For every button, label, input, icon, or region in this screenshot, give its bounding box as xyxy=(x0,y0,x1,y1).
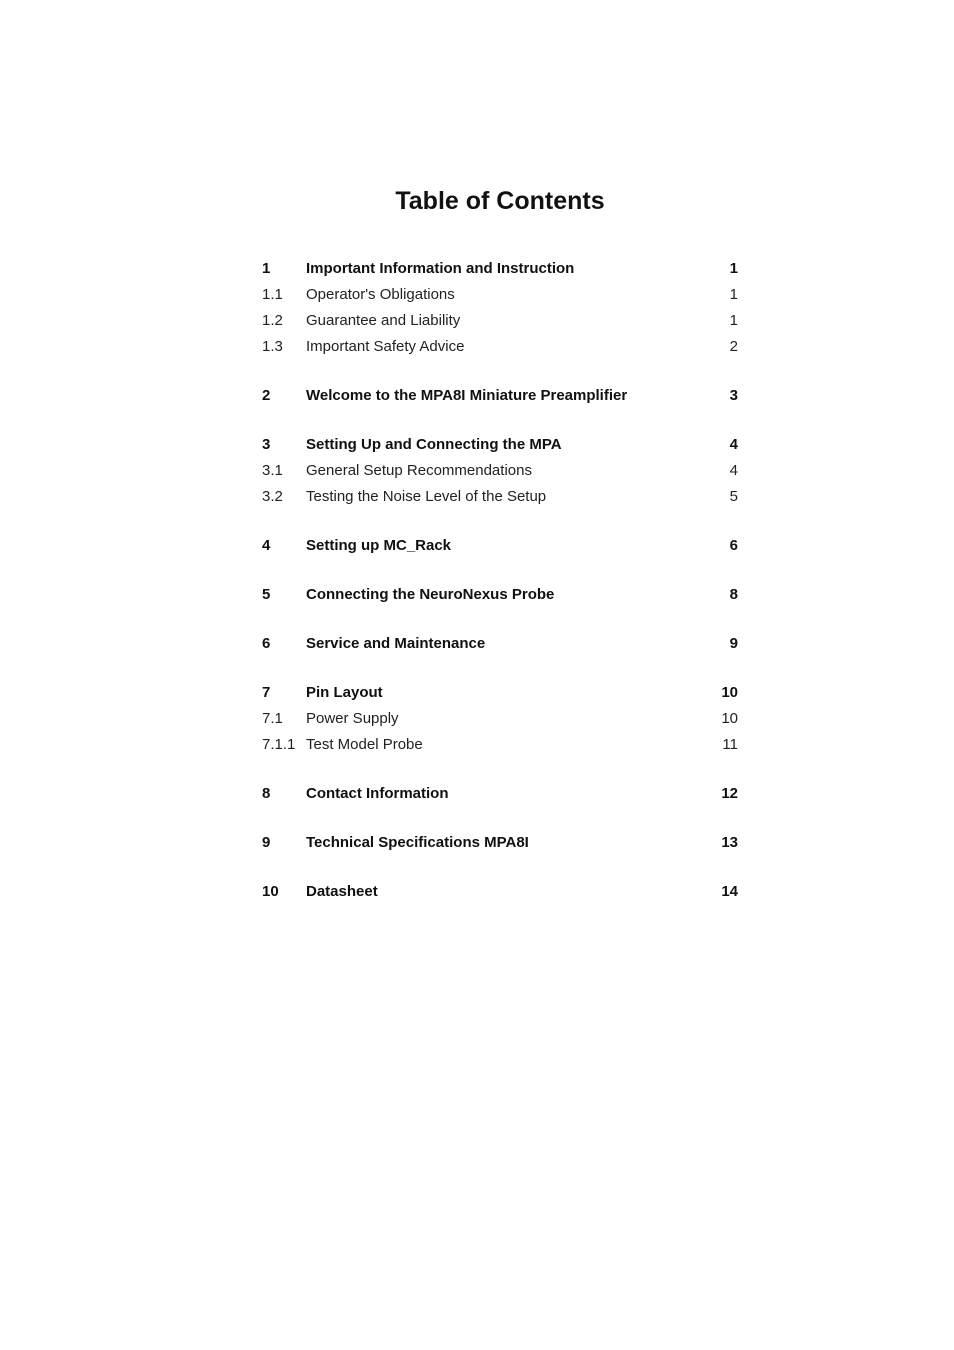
toc-chapter-entry[interactable] xyxy=(262,679,738,705)
toc-subsection-entry[interactable] xyxy=(262,731,738,757)
toc-entry-number: 1.2 xyxy=(262,311,283,329)
section-spacer xyxy=(262,558,738,581)
toc-entry-number: 5 xyxy=(262,585,271,603)
section-spacer xyxy=(262,607,738,630)
toc-entry-page-number: 6 xyxy=(729,536,738,554)
toc-chapter-entry[interactable] xyxy=(262,829,738,855)
toc-entry-title: Test Model Probe xyxy=(306,735,423,753)
section-spacer xyxy=(262,509,738,532)
toc-entry-title: Datasheet xyxy=(306,882,378,900)
toc-entry-page-number: 13 xyxy=(721,833,738,851)
toc-chapter-entry[interactable] xyxy=(262,581,738,607)
toc-entry-page-number: 4 xyxy=(729,435,738,453)
section-spacer xyxy=(262,408,738,431)
toc-entry-page-number: 11 xyxy=(722,735,738,753)
toc-entry-title: Service and Maintenance xyxy=(306,634,486,652)
toc-entry-title: Testing the Noise Level of the Setup xyxy=(306,487,547,505)
page-title: Table of Contents xyxy=(395,187,605,215)
toc-chapter-entry[interactable] xyxy=(262,878,738,904)
toc-entry-number: 6 xyxy=(262,634,271,652)
toc-entry-title: Operator's Obligations xyxy=(306,285,455,303)
toc-entry-number: 1.3 xyxy=(262,337,283,355)
toc-entry-title: Guarantee and Liability xyxy=(306,311,461,329)
toc-entry-title: Setting up MC_Rack xyxy=(306,536,452,554)
section-spacer xyxy=(262,855,738,878)
toc-chapter-entry[interactable] xyxy=(262,630,738,656)
toc-entry-number: 2 xyxy=(262,386,271,404)
toc-entry-number: 8 xyxy=(262,784,271,802)
toc-subsection-entry[interactable] xyxy=(262,457,738,483)
toc-entry-title: General Setup Recommendations xyxy=(306,461,532,479)
toc-chapter-entry[interactable] xyxy=(262,780,738,806)
table-of-contents xyxy=(262,255,738,904)
toc-entry-title: Technical Specifications MPA8I xyxy=(306,833,529,851)
toc-entry-number: 9 xyxy=(262,833,271,851)
toc-entry-title: Welcome to the MPA8I Miniature Preamplifier xyxy=(306,386,628,404)
toc-entry-page-number: 14 xyxy=(721,882,738,900)
toc-entry-page-number: 9 xyxy=(729,634,738,652)
toc-entry-number: 1 xyxy=(262,259,271,277)
toc-subsection-entry[interactable] xyxy=(262,333,738,359)
toc-entry-page-number: 12 xyxy=(721,784,738,802)
toc-subsection-entry[interactable] xyxy=(262,307,738,333)
section-spacer xyxy=(262,359,738,382)
toc-chapter-entry[interactable] xyxy=(262,532,738,558)
toc-entry-page-number: 10 xyxy=(721,683,738,701)
toc-entry-number: 3.1 xyxy=(262,461,283,479)
toc-entry-number: 10 xyxy=(262,882,279,900)
toc-entry-title: Connecting the NeuroNexus Probe xyxy=(306,585,555,603)
section-spacer xyxy=(262,757,738,780)
toc-entry-number: 7.1.1 xyxy=(262,735,296,753)
toc-entry-title: Important Safety Advice xyxy=(306,337,465,355)
toc-entry-page-number: 4 xyxy=(729,461,738,479)
toc-entry-page-number: 10 xyxy=(721,709,738,727)
toc-subsection-entry[interactable] xyxy=(262,281,738,307)
toc-entry-page-number: 2 xyxy=(729,337,738,355)
toc-entry-page-number: 1 xyxy=(729,311,738,329)
toc-chapter-entry[interactable] xyxy=(262,431,738,457)
section-spacer xyxy=(262,656,738,679)
toc-chapter-entry[interactable] xyxy=(262,382,738,408)
toc-entry-number: 7.1 xyxy=(262,709,283,727)
toc-entry-number: 4 xyxy=(262,536,271,554)
toc-entry-title: Power Supply xyxy=(306,709,399,727)
toc-entry-page-number: 3 xyxy=(729,386,738,404)
toc-subsection-entry[interactable] xyxy=(262,705,738,731)
toc-entry-number: 3 xyxy=(262,435,271,453)
toc-entry-title: Pin Layout xyxy=(306,683,383,701)
toc-entry-page-number: 5 xyxy=(729,487,738,505)
section-spacer xyxy=(262,806,738,829)
toc-entry-number: 3.2 xyxy=(262,487,283,505)
toc-entry-title: Setting Up and Connecting the MPA xyxy=(306,435,562,453)
toc-entry-page-number: 1 xyxy=(729,259,738,277)
toc-entry-page-number: 8 xyxy=(729,585,738,603)
toc-entry-title: Contact Information xyxy=(306,784,449,802)
toc-entry-number: 1.1 xyxy=(262,285,283,303)
toc-subsection-entry[interactable] xyxy=(262,483,738,509)
toc-entry-title: Important Information and Instruction xyxy=(306,259,575,277)
toc-entry-page-number: 1 xyxy=(729,285,738,303)
toc-entry-number: 7 xyxy=(262,683,271,701)
toc-chapter-entry[interactable] xyxy=(262,255,738,281)
